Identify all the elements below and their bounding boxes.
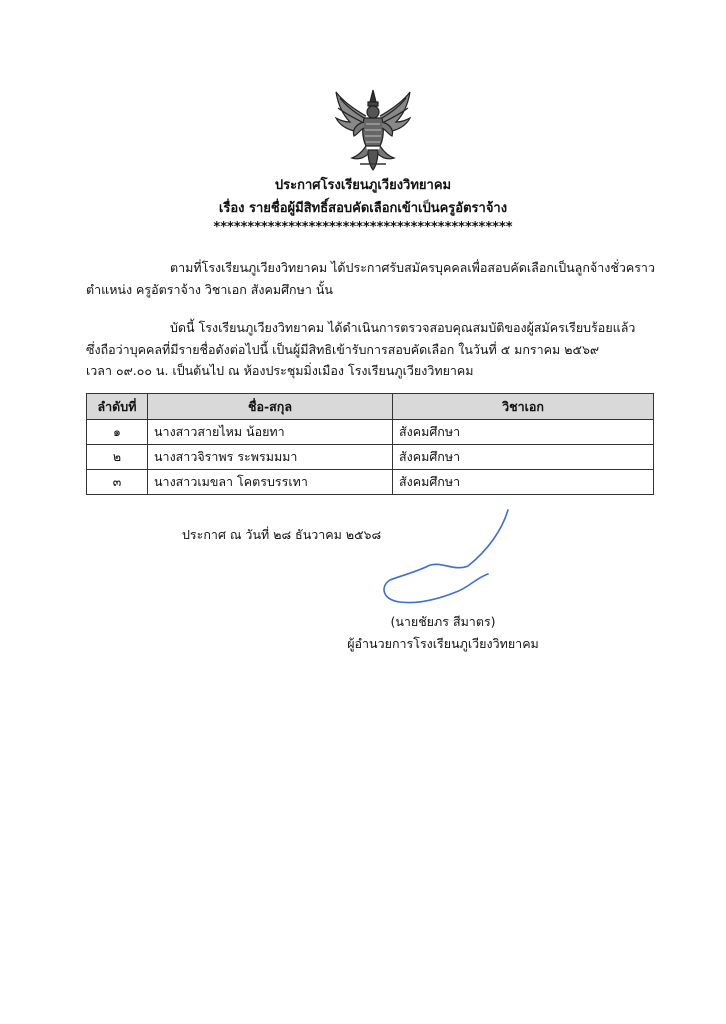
announcement-date: ประกาศ ณ วันที่ ๒๘ ธันวาคม ๒๕๖๘: [182, 527, 382, 542]
row-major: สังคมศึกษา: [393, 470, 654, 495]
paragraph-2-line-3: เวลา ๐๙.๐๐ น. เป็นต้นไป ณ ห้องประชุมมิ่งเมือง โรงเรียนภูเวียงวิทยาคม: [86, 363, 474, 378]
column-header-name: ชื่อ-สกุล: [148, 394, 393, 420]
column-header-major: วิชาเอก: [393, 394, 654, 420]
row-number: ๑: [87, 420, 148, 445]
announcement-subject: เรื่อง รายชื่อผู้มีสิทธิ์สอบคัดเลือกเข้าเป็นครูอัตราจ้าง: [218, 201, 508, 216]
announcement-title: ประกาศโรงเรียนภูเวียงวิทยาคม: [274, 178, 452, 193]
table-row: [87, 420, 654, 445]
paragraph-2-line-2: ซึ่งถือว่าบุคคลที่มีรายชื่อดังต่อไปนี้ เป็นผู้มีสิทธิเข้ารับการสอบคัดเลือก ในวันที่ ๕ มกราคม ๒๕๖๙: [86, 342, 600, 357]
signer-name: (นายชัยภร สีมาตร): [390, 614, 496, 629]
row-name: นางสาวเมขลา โคตรบรรเทา: [148, 470, 393, 495]
row-name: นางสาวจิราพร ระพรมมมา: [148, 445, 393, 470]
title-separator: ********************************************: [213, 220, 513, 235]
handwritten-signature: [376, 508, 518, 606]
table-header-row: [87, 394, 654, 420]
candidate-table: [86, 393, 654, 495]
table-row: [87, 445, 654, 470]
paragraph-1-line-2: ตำแหน่ง ครูอัตราจ้าง วิชาเอก สังคมศึกษา นั้น: [86, 282, 333, 297]
paragraph-1-line-1: ตามที่โรงเรียนภูเวียงวิทยาคม ได้ประกาศรับสมัครบุคคลเพื่อสอบคัดเลือกเป็นลูกจ้างชั่วคราว: [170, 260, 655, 275]
signer-title: ผู้อำนวยการโรงเรียนภูเวียงวิทยาคม: [347, 636, 539, 651]
garuda-emblem-icon: [332, 88, 414, 172]
table-row: [87, 470, 654, 495]
row-major: สังคมศึกษา: [393, 445, 654, 470]
row-number: ๒: [87, 445, 148, 470]
row-name: นางสาวสายไหม น้อยทา: [148, 420, 393, 445]
row-number: ๓: [87, 470, 148, 495]
paragraph-2-line-1: บัดนี้ โรงเรียนภูเวียงวิทยาคม ได้ดำเนินการตรวจสอบคุณสมบัติของผู้สมัครเรียบร้อยแล้ว: [170, 320, 636, 335]
row-major: สังคมศึกษา: [393, 420, 654, 445]
column-header-number: ลำดับที่: [87, 394, 148, 420]
